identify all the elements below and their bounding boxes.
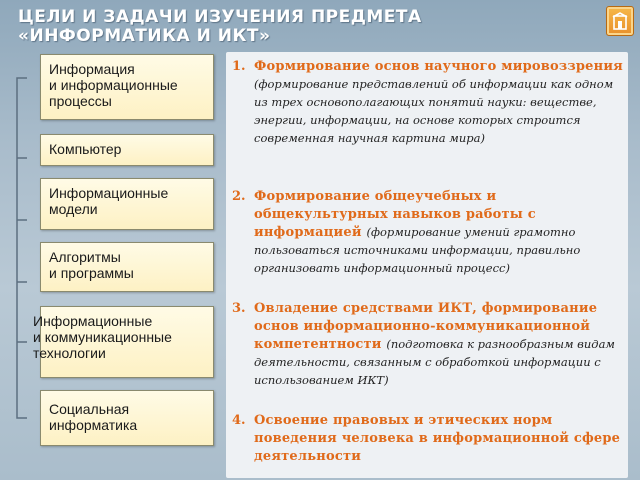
goal-number: 1. [232,59,246,74]
home-icon [612,12,628,30]
goal-heading: Формирование основ научного мировоззрения [254,59,623,74]
topic-label: Информационные и коммуникационные технологии [33,313,172,361]
topic-label: Информация и информационные процессы [49,61,178,109]
goal-item [232,412,626,466]
topic-label: Компьютер [49,141,122,157]
topic-information [40,54,214,120]
goal-note: (формирование представлений об информации как одном из трех основополагающих понятий науки: веществе, энергии, информации, на основе которых строится современная научная картина мира) [254,77,614,145]
topic-label: Алгоритмы и программы [49,249,134,281]
topic-label: Социальная информатика [49,401,138,433]
topic-social-informatics [40,390,214,446]
topic-algorithms [40,242,214,292]
topic-label: Информационные модели [49,185,169,217]
title-line-2: «ИНФОРМАТИКА И ИКТ» [18,26,271,46]
goal-heading: Овладение средствами ИКТ, формирование основ информационно-коммуникационной компетентности [254,301,598,352]
goal-heading: Освоение правовых и этических норм поведения человека в информационной сфере деятельности [254,413,621,464]
goals-panel [226,52,628,478]
goal-heading: Формирование общеучебных и общекультурных навыков работы с информацией [254,189,536,240]
goal-number: 2. [232,189,246,204]
goal-item [232,300,626,390]
goal-number: 3. [232,301,246,316]
slide-title [18,8,578,46]
title-line-1: ЦЕЛИ И ЗАДАЧИ ИЗУЧЕНИЯ ПРЕДМЕТА [18,7,422,27]
goal-item [232,188,626,278]
topic-info-models [40,178,214,230]
goal-note: (подготовка к разнообразным видам деятельности, связанным с обработкой информации с использованием ИКТ) [254,337,615,387]
goal-number: 4. [232,413,246,428]
goal-note: (формирование умений грамотно пользоваться источниками информации, правильно организовать информационный процесс) [254,225,581,275]
home-button[interactable] [606,6,634,36]
topic-ict [33,306,214,378]
goal-item [232,58,626,148]
topics-connector [14,70,28,426]
topic-computer [40,134,214,166]
